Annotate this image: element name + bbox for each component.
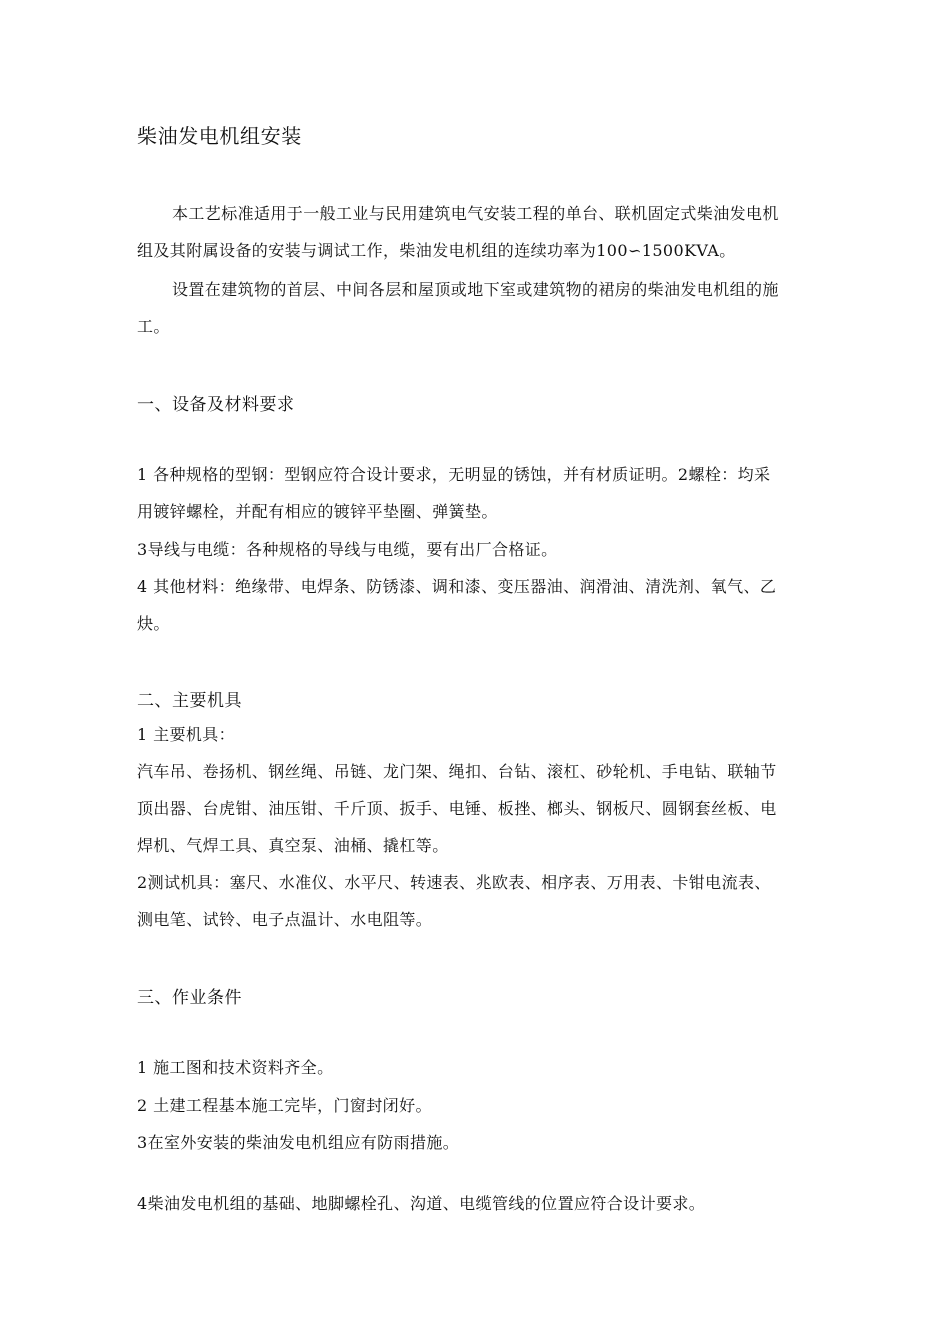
section1-line-5: 炔。 [137,614,170,633]
section2-line-2: 汽车吊、卷扬机、钢丝绳、吊链、龙门架、绳扣、台钻、滚杠、砂轮机、手电钻、联轴节 [137,762,777,781]
section3-line-3: 3在室外安装的柴油发电机组应有防雨措施。 [137,1133,460,1152]
intro-line-2: 组及其附属设备的安装与调试工作，柴油发电机组的连续功率为100∽1500KVA。 [137,241,736,260]
section2-line-6: 测电笔、试铃、电子点温计、水电阻等。 [137,910,433,929]
document-title: 柴油发电机组安装 [137,124,302,148]
section3-line-1: 1 施工图和技术资料齐全。 [137,1058,334,1077]
section2-line-3: 顶出器、台虎钳、油压钳、千斤顶、扳手、电锤、板挫、榔头、钢板尺、圆钢套丝板、电 [137,799,777,818]
section2-line-5: 2测试机具：塞尺、水准仪、水平尺、转速表、兆欧表、相序表、万用表、卡钳电流表、 [137,873,771,892]
section1-line-1: 1 各种规格的型钢：型钢应符合设计要求，无明显的锈蚀，并有材质证明。2螺栓：均采 [137,465,771,484]
intro-line-1: 本工艺标准适用于一般工业与民用建筑电气安装工程的单台、联机固定式柴油发电机 [172,204,779,223]
section1-line-4: 4 其他材料：绝缘带、电焊条、防锈漆、调和漆、变压器油、润滑油、清洗剂、氧气、乙 [137,577,777,596]
intro-line-3: 设置在建筑物的首层、中间各层和屋顶或地下室或建筑物的裙房的柴油发电机组的施 [172,280,779,299]
section3-line-2: 2 土建工程基本施工完毕，门窗封闭好。 [137,1096,432,1115]
intro-line-4: 工。 [137,317,170,336]
section3-line-4: 4柴油发电机组的基础、地脚螺栓孔、沟道、电缆管线的位置应符合设计要求。 [137,1194,706,1213]
section1-line-3: 3导线与电缆：各种规格的导线与电缆，要有出厂合格证。 [137,540,558,559]
section1-line-2: 用镀锌螺栓，并配有相应的镀锌平垫圈、弹簧垫。 [137,502,498,521]
section2-line-1: 1 主要机具： [137,725,236,744]
section2-line-4: 焊机、气焊工具、真空泵、油桶、撬杠等。 [137,836,449,855]
section-heading-tools: 二、主要机具 [137,691,242,711]
section-heading-equipment: 一、设备及材料要求 [137,395,295,415]
section-heading-conditions: 三、作业条件 [137,988,242,1008]
